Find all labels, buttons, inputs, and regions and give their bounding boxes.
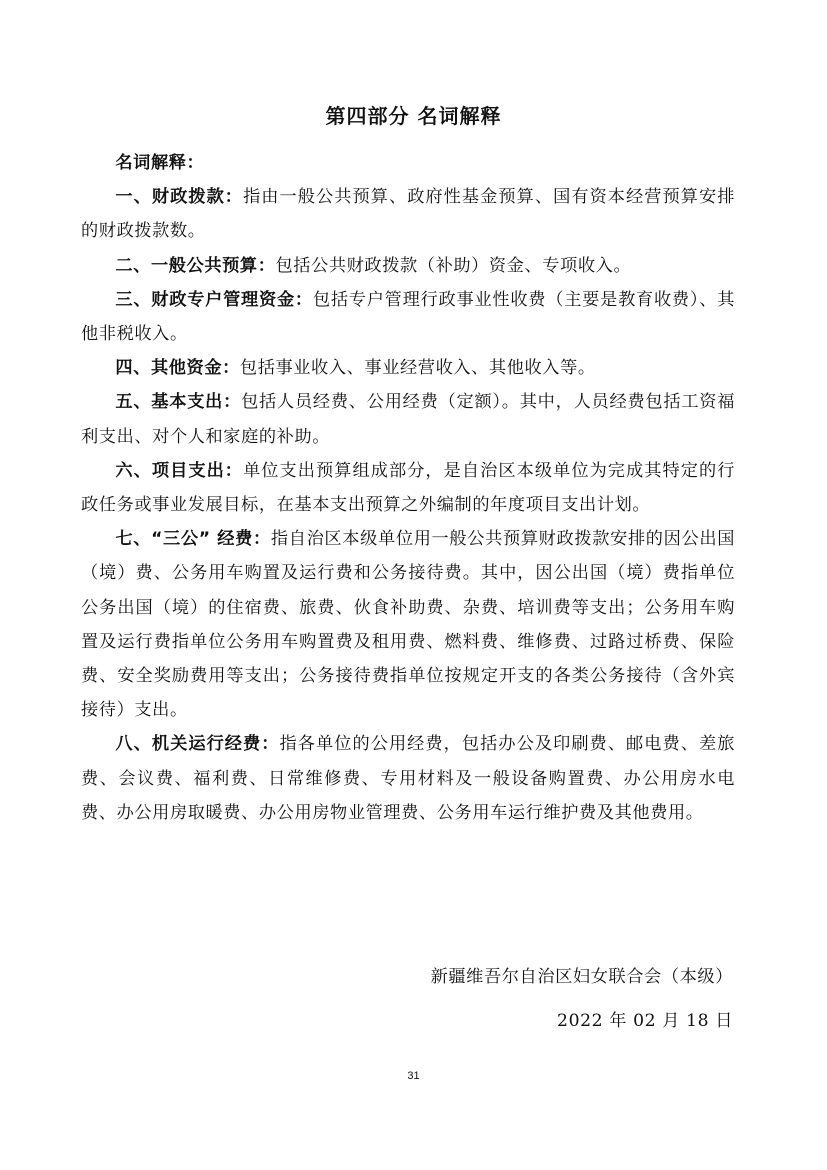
document-date: 2022 年 02 月 18 日 [557,1011,733,1031]
definition-term: 一、财政拨款： [115,187,244,208]
page-title: 第四部分 名词解释 [325,104,502,128]
definition-item [81,385,735,453]
definition-term: 五、基本支出： [115,392,242,413]
definition-term: 八、机关运行经费： [115,734,280,755]
definition-text: 包括公共财政拨款（补助）资金、专项收入。 [275,255,632,276]
definition-text: 包括事业收入、事业经营收入、其他收入等。 [239,358,596,379]
definition-item [81,249,735,283]
definition-item [81,454,735,522]
definition-term: 三、财政专户管理资金： [115,289,313,310]
definition-item [81,727,735,830]
definition-term: 六、项目支出： [115,460,244,481]
definition-term: 四、其他资金： [115,358,240,379]
definition-text: 单位支出预算组成部分，是自治区本级单位为完成其特定的行政任务或事业发展目标，在基本支出预算之外编制的年度项目支出计划。 [81,460,736,516]
organization-signature: 新疆维吾尔自治区妇女联合会（本级） [430,967,733,987]
definition-term: 七、“三公” 经费： [115,529,271,550]
definition-term: 二、一般公共预算： [115,255,276,276]
definition-text: 指各单位的公用经费，包括办公及印刷费、邮电费、差旅费、会议费、福利费、日常维修费、专用材料及一般设备购置费、办公用房水电费、办公用房取暖费、办公用房物业管理费、公务用车运行维护费及其他费用。 [81,734,735,823]
definition-text: 包括专户管理行政事业性收费（主要是教育收费）、其他非税收入。 [81,289,735,345]
intro-line [81,146,735,180]
definition-text: 指由一般公共预算、政府性基金预算、国有资本经营预算安排的财政拨款数。 [81,187,736,242]
page-number: 31 [407,1070,420,1082]
definition-item [81,283,735,351]
definition-item [81,351,735,385]
definition-text: 指自治区本级单位用一般公共预算财政拨款安排的因公出国（境）费、公务用车购置及运行费和公务接待费。其中，因公出国（境）费指单位公务出国（境）的住宿费、旅费、伙食补助费、杂费、培训费等支出；公务用车购置及运行费指单位公务用车购置费及租用费、燃料费、维修费、过路过桥费、保险费、安全奖励费用等支出；公务接待费指单位按规定开支的各类公务接待（含外宾接待）支出。 [81,529,735,721]
definition-text: 包括人员经费、公用经费（定额）。其中，人员经费包括工资福利支出、对个人和家庭的补助。 [81,392,736,447]
document-body [81,146,735,830]
intro-label: 名词解释： [115,153,205,173]
definition-item [81,180,735,248]
definition-item [81,522,735,727]
